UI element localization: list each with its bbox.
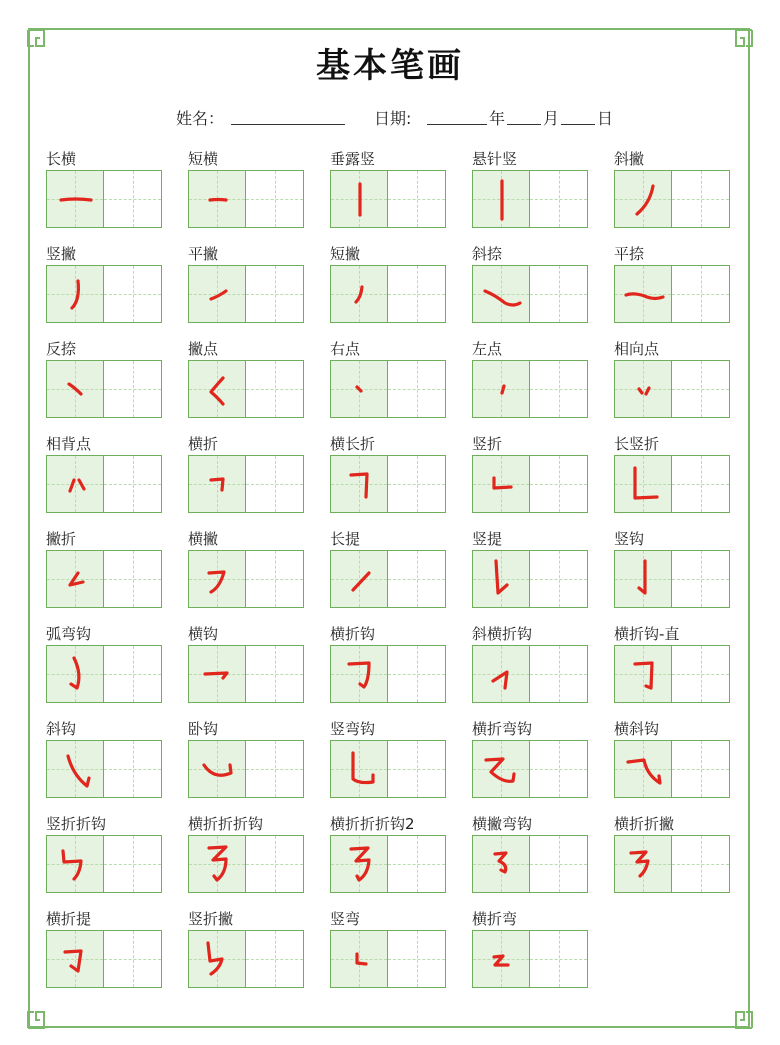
tian-grid bbox=[46, 645, 162, 703]
stroke-xie-gou-icon bbox=[47, 741, 104, 797]
example-box bbox=[189, 836, 246, 892]
example-box bbox=[615, 646, 672, 702]
stroke-cell bbox=[330, 433, 446, 513]
tian-grid bbox=[472, 360, 588, 418]
stroke-heng-gou-icon bbox=[189, 646, 246, 702]
stroke-label: 长提 bbox=[330, 530, 361, 548]
example-box bbox=[189, 931, 246, 987]
practice-box[interactable] bbox=[104, 171, 161, 227]
tian-grid bbox=[330, 930, 446, 988]
tian-grid bbox=[188, 835, 304, 893]
stroke-label: 撇折 bbox=[46, 530, 77, 548]
practice-box[interactable] bbox=[104, 931, 161, 987]
practice-box[interactable] bbox=[672, 836, 729, 892]
stroke-label: 相向点 bbox=[614, 340, 660, 358]
stroke-heng-zhe-zhe-pie-icon bbox=[615, 836, 672, 892]
stroke-label: 横折钩 bbox=[330, 625, 376, 643]
example-box bbox=[331, 836, 388, 892]
example-box bbox=[189, 646, 246, 702]
example-box bbox=[47, 551, 104, 607]
tian-grid bbox=[614, 360, 730, 418]
stroke-cell bbox=[472, 623, 588, 703]
stroke-label: 竖撇 bbox=[46, 245, 77, 263]
stroke-cell bbox=[614, 243, 730, 323]
example-box bbox=[331, 551, 388, 607]
stroke-cell bbox=[472, 813, 588, 893]
tian-grid bbox=[330, 265, 446, 323]
stroke-cell bbox=[46, 623, 162, 703]
tian-grid bbox=[614, 170, 730, 228]
example-box bbox=[47, 741, 104, 797]
stroke-cell bbox=[472, 718, 588, 798]
example-box bbox=[331, 741, 388, 797]
stroke-label: 横撇 bbox=[188, 530, 219, 548]
example-box bbox=[615, 551, 672, 607]
stroke-heng-pie-wan-gou-icon bbox=[473, 836, 530, 892]
stroke-label: 横钩 bbox=[188, 625, 219, 643]
tian-grid bbox=[188, 265, 304, 323]
stroke-label: 弧弯钩 bbox=[46, 625, 92, 643]
practice-box[interactable] bbox=[104, 361, 161, 417]
practice-box[interactable] bbox=[388, 931, 445, 987]
example-box bbox=[473, 171, 530, 227]
stroke-label: 斜捺 bbox=[472, 245, 503, 263]
stroke-label: 短横 bbox=[188, 150, 219, 168]
tian-grid bbox=[46, 930, 162, 988]
practice-box[interactable] bbox=[246, 931, 303, 987]
example-box bbox=[47, 361, 104, 417]
tian-grid bbox=[330, 550, 446, 608]
corner-ornament-bottom-left bbox=[25, 1009, 47, 1031]
tian-grid bbox=[188, 645, 304, 703]
stroke-pie-icon bbox=[615, 171, 672, 227]
stroke-label: 横折 bbox=[188, 435, 219, 453]
stroke-cell bbox=[614, 528, 730, 608]
corner-ornament-bottom-right bbox=[733, 1009, 755, 1031]
stroke-cell bbox=[46, 528, 162, 608]
tian-grid bbox=[472, 455, 588, 513]
example-box bbox=[473, 361, 530, 417]
example-box bbox=[615, 266, 672, 322]
stroke-label: 竖折折钩 bbox=[46, 815, 107, 833]
practice-box[interactable] bbox=[246, 646, 303, 702]
stroke-label: 竖折 bbox=[472, 435, 503, 453]
stroke-cell bbox=[614, 718, 730, 798]
tian-grid bbox=[188, 550, 304, 608]
practice-box[interactable] bbox=[246, 171, 303, 227]
stroke-label: 垂露竖 bbox=[330, 150, 376, 168]
stroke-flat-pie-icon bbox=[189, 266, 246, 322]
practice-box[interactable] bbox=[672, 361, 729, 417]
practice-box[interactable] bbox=[530, 836, 587, 892]
name-label: 姓名： bbox=[176, 109, 225, 128]
tian-grid bbox=[188, 930, 304, 988]
practice-box[interactable] bbox=[672, 646, 729, 702]
stroke-cell bbox=[330, 813, 446, 893]
stroke-cell bbox=[46, 718, 162, 798]
tian-grid bbox=[330, 455, 446, 513]
stroke-cell bbox=[330, 623, 446, 703]
stroke-cell bbox=[46, 148, 162, 228]
stroke-label: 相背点 bbox=[46, 435, 92, 453]
example-box bbox=[473, 741, 530, 797]
example-box bbox=[189, 171, 246, 227]
stroke-label: 竖弯 bbox=[330, 910, 361, 928]
stroke-short-heng-icon bbox=[189, 171, 246, 227]
stroke-cell bbox=[188, 148, 304, 228]
example-box bbox=[47, 171, 104, 227]
practice-box[interactable] bbox=[672, 266, 729, 322]
practice-box[interactable] bbox=[246, 266, 303, 322]
stroke-label: 横撇弯钩 bbox=[472, 815, 533, 833]
stroke-label: 卧钩 bbox=[188, 720, 219, 738]
practice-box[interactable] bbox=[388, 551, 445, 607]
practice-box[interactable] bbox=[246, 361, 303, 417]
tian-grid bbox=[614, 740, 730, 798]
stroke-cell bbox=[46, 338, 162, 418]
tian-grid bbox=[46, 455, 162, 513]
stroke-needle-shu-icon bbox=[473, 171, 530, 227]
tian-grid bbox=[614, 645, 730, 703]
stroke-cell bbox=[614, 148, 730, 228]
stroke-shu-ti-icon bbox=[473, 551, 530, 607]
tian-grid bbox=[330, 170, 446, 228]
stroke-cell bbox=[472, 433, 588, 513]
practice-box[interactable] bbox=[530, 456, 587, 512]
tian-grid bbox=[330, 740, 446, 798]
stroke-cell bbox=[614, 623, 730, 703]
tian-grid bbox=[330, 360, 446, 418]
stroke-shu-wan-icon bbox=[331, 931, 388, 987]
stroke-heng-pie-icon bbox=[189, 551, 246, 607]
stroke-ti-icon bbox=[331, 551, 388, 607]
example-box bbox=[473, 836, 530, 892]
tian-grid bbox=[614, 455, 730, 513]
year-field[interactable] bbox=[427, 124, 487, 125]
practice-box[interactable] bbox=[672, 171, 729, 227]
practice-box[interactable] bbox=[530, 551, 587, 607]
stroke-cell bbox=[330, 718, 446, 798]
stroke-heng-xie-gou-icon bbox=[615, 741, 672, 797]
stroke-label: 反捺 bbox=[46, 340, 77, 358]
tian-grid bbox=[46, 170, 162, 228]
example-box bbox=[331, 361, 388, 417]
stroke-label: 横斜钩 bbox=[614, 720, 660, 738]
stroke-cell bbox=[188, 528, 304, 608]
stroke-heng-zhe-wan-icon bbox=[473, 931, 530, 987]
stroke-cell bbox=[330, 908, 446, 988]
stroke-label: 横折折折钩 bbox=[188, 815, 264, 833]
tian-grid bbox=[472, 170, 588, 228]
example-box bbox=[47, 836, 104, 892]
stroke-cell bbox=[188, 908, 304, 988]
tian-grid bbox=[330, 835, 446, 893]
example-box bbox=[189, 551, 246, 607]
practice-box[interactable] bbox=[104, 836, 161, 892]
example-box bbox=[47, 931, 104, 987]
tian-grid bbox=[330, 645, 446, 703]
stroke-label: 斜撇 bbox=[614, 150, 645, 168]
stroke-cell bbox=[472, 908, 588, 988]
practice-box[interactable] bbox=[388, 646, 445, 702]
practice-box[interactable] bbox=[672, 456, 729, 512]
stroke-label: 横长折 bbox=[330, 435, 376, 453]
page-title: 基本笔画 bbox=[316, 46, 464, 86]
stroke-cell bbox=[46, 813, 162, 893]
stroke-facing-dots-icon bbox=[615, 361, 672, 417]
example-box bbox=[473, 931, 530, 987]
practice-box[interactable] bbox=[388, 741, 445, 797]
stroke-label: 长横 bbox=[46, 150, 77, 168]
stroke-label: 横折折撇 bbox=[614, 815, 675, 833]
stroke-shu-zhe-zhe-gou-icon bbox=[47, 836, 104, 892]
stroke-cell bbox=[330, 243, 446, 323]
stroke-label: 横折弯钩 bbox=[472, 720, 533, 738]
tian-grid bbox=[188, 740, 304, 798]
name-field[interactable] bbox=[231, 124, 345, 125]
stroke-label: 竖弯钩 bbox=[330, 720, 376, 738]
stroke-label: 长竖折 bbox=[614, 435, 660, 453]
example-box bbox=[473, 551, 530, 607]
stroke-shu-pie-icon bbox=[47, 266, 104, 322]
stroke-cell bbox=[188, 338, 304, 418]
stroke-shu-wan-gou-icon bbox=[331, 741, 388, 797]
stroke-cell bbox=[472, 338, 588, 418]
example-box bbox=[189, 456, 246, 512]
stroke-heng-zhe-gou-straight-icon bbox=[615, 646, 672, 702]
tian-grid bbox=[472, 550, 588, 608]
stroke-right-dot-icon bbox=[331, 361, 388, 417]
stroke-label: 右点 bbox=[330, 340, 361, 358]
tian-grid bbox=[614, 835, 730, 893]
example-box bbox=[473, 266, 530, 322]
practice-box[interactable] bbox=[530, 931, 587, 987]
practice-box[interactable] bbox=[530, 646, 587, 702]
practice-box[interactable] bbox=[530, 741, 587, 797]
example-box bbox=[615, 741, 672, 797]
example-box bbox=[189, 741, 246, 797]
tian-grid bbox=[472, 265, 588, 323]
tian-grid bbox=[472, 930, 588, 988]
stroke-label: 平撇 bbox=[188, 245, 219, 263]
example-box bbox=[615, 171, 672, 227]
stroke-cell bbox=[46, 433, 162, 513]
stroke-label: 斜钩 bbox=[46, 720, 77, 738]
stroke-arc-gou-icon bbox=[47, 646, 104, 702]
tian-grid bbox=[188, 360, 304, 418]
stroke-na-icon bbox=[473, 266, 530, 322]
date-label: 日期: bbox=[374, 109, 412, 128]
tian-grid bbox=[188, 170, 304, 228]
year-label: 年 bbox=[489, 109, 506, 128]
stroke-heng-icon bbox=[47, 171, 104, 227]
example-box bbox=[331, 266, 388, 322]
tian-grid bbox=[46, 265, 162, 323]
stroke-reverse-na-icon bbox=[47, 361, 104, 417]
example-box bbox=[615, 361, 672, 417]
practice-box[interactable] bbox=[388, 836, 445, 892]
stroke-label: 平捺 bbox=[614, 245, 645, 263]
stroke-heng-long-zhe-icon bbox=[331, 456, 388, 512]
month-label: 月 bbox=[543, 109, 560, 128]
stroke-heng-zhe-gou-icon bbox=[331, 646, 388, 702]
stroke-cell bbox=[188, 433, 304, 513]
day-field[interactable] bbox=[561, 124, 595, 125]
practice-box[interactable] bbox=[104, 741, 161, 797]
example-box bbox=[331, 456, 388, 512]
stroke-long-shu-zhe-icon bbox=[615, 456, 672, 512]
example-box bbox=[615, 836, 672, 892]
example-box bbox=[473, 646, 530, 702]
example-box bbox=[189, 266, 246, 322]
stroke-cell bbox=[188, 243, 304, 323]
day-label: 日 bbox=[597, 109, 614, 128]
stroke-heng-zhe-icon bbox=[189, 456, 246, 512]
tian-grid bbox=[614, 265, 730, 323]
example-box bbox=[47, 646, 104, 702]
example-box bbox=[189, 361, 246, 417]
stroke-label: 竖折撇 bbox=[188, 910, 234, 928]
practice-box[interactable] bbox=[104, 266, 161, 322]
stroke-cell bbox=[614, 433, 730, 513]
example-box bbox=[331, 171, 388, 227]
stroke-label: 横折钩-直 bbox=[614, 625, 680, 643]
stroke-back-dots-icon bbox=[47, 456, 104, 512]
stroke-shu-zhe-icon bbox=[473, 456, 530, 512]
practice-box[interactable] bbox=[388, 361, 445, 417]
practice-box[interactable] bbox=[246, 551, 303, 607]
tian-grid bbox=[188, 455, 304, 513]
stroke-cell bbox=[614, 813, 730, 893]
stroke-pie-zhe-icon bbox=[47, 551, 104, 607]
tian-grid bbox=[46, 835, 162, 893]
stroke-label: 横折提 bbox=[46, 910, 92, 928]
practice-box[interactable] bbox=[530, 171, 587, 227]
stroke-heng-zhe-zhe-zhe-gou-2-icon bbox=[331, 836, 388, 892]
practice-box[interactable] bbox=[672, 741, 729, 797]
stroke-cell bbox=[614, 338, 730, 418]
tian-grid bbox=[614, 550, 730, 608]
stroke-label: 横折折折钩2 bbox=[330, 815, 415, 833]
stroke-label: 短撇 bbox=[330, 245, 361, 263]
tian-grid bbox=[472, 740, 588, 798]
practice-box[interactable] bbox=[104, 551, 161, 607]
example-box bbox=[47, 266, 104, 322]
example-box bbox=[331, 646, 388, 702]
example-box bbox=[331, 931, 388, 987]
tian-grid bbox=[472, 835, 588, 893]
stroke-label: 悬针竖 bbox=[472, 150, 518, 168]
stroke-left-dot-icon bbox=[473, 361, 530, 417]
stroke-heng-zhe-ti-icon bbox=[47, 931, 104, 987]
stroke-label: 左点 bbox=[472, 340, 503, 358]
practice-box[interactable] bbox=[530, 266, 587, 322]
stroke-heng-zhe-wan-gou-icon bbox=[473, 741, 530, 797]
stroke-cell bbox=[330, 338, 446, 418]
practice-box[interactable] bbox=[246, 836, 303, 892]
month-field[interactable] bbox=[507, 124, 541, 125]
stroke-slant-heng-zhe-gou-icon bbox=[473, 646, 530, 702]
practice-box[interactable] bbox=[388, 266, 445, 322]
practice-box[interactable] bbox=[530, 361, 587, 417]
stroke-label: 横折弯 bbox=[472, 910, 518, 928]
stroke-label: 竖钩 bbox=[614, 530, 645, 548]
stroke-cell bbox=[330, 148, 446, 228]
example-box bbox=[615, 456, 672, 512]
stroke-cell bbox=[188, 813, 304, 893]
practice-box[interactable] bbox=[388, 456, 445, 512]
stroke-label: 斜横折钩 bbox=[472, 625, 533, 643]
stroke-cell bbox=[472, 148, 588, 228]
stroke-flat-na-icon bbox=[615, 266, 672, 322]
example-box bbox=[47, 456, 104, 512]
stroke-shu-zhe-pie-icon bbox=[189, 931, 246, 987]
stroke-cell bbox=[472, 243, 588, 323]
stroke-short-pie-icon bbox=[331, 266, 388, 322]
tian-grid bbox=[472, 645, 588, 703]
stroke-cell bbox=[188, 623, 304, 703]
stroke-cell bbox=[46, 243, 162, 323]
stroke-shu-gou-icon bbox=[615, 551, 672, 607]
stroke-pie-dian-icon bbox=[189, 361, 246, 417]
tian-grid bbox=[46, 550, 162, 608]
practice-box[interactable] bbox=[246, 741, 303, 797]
practice-box[interactable] bbox=[388, 171, 445, 227]
example-box bbox=[473, 456, 530, 512]
practice-box[interactable] bbox=[672, 551, 729, 607]
stroke-cell bbox=[472, 528, 588, 608]
stroke-label: 撇点 bbox=[188, 340, 219, 358]
practice-box[interactable] bbox=[104, 646, 161, 702]
stroke-cell bbox=[330, 528, 446, 608]
practice-box[interactable] bbox=[246, 456, 303, 512]
tian-grid bbox=[46, 740, 162, 798]
stroke-label: 竖提 bbox=[472, 530, 503, 548]
stroke-cell bbox=[46, 908, 162, 988]
stroke-heng-zhe-zhe-zhe-gou-icon bbox=[189, 836, 246, 892]
stroke-shu-icon bbox=[331, 171, 388, 227]
practice-box[interactable] bbox=[104, 456, 161, 512]
stroke-cell bbox=[188, 718, 304, 798]
tian-grid bbox=[46, 360, 162, 418]
stroke-wo-gou-icon bbox=[189, 741, 246, 797]
